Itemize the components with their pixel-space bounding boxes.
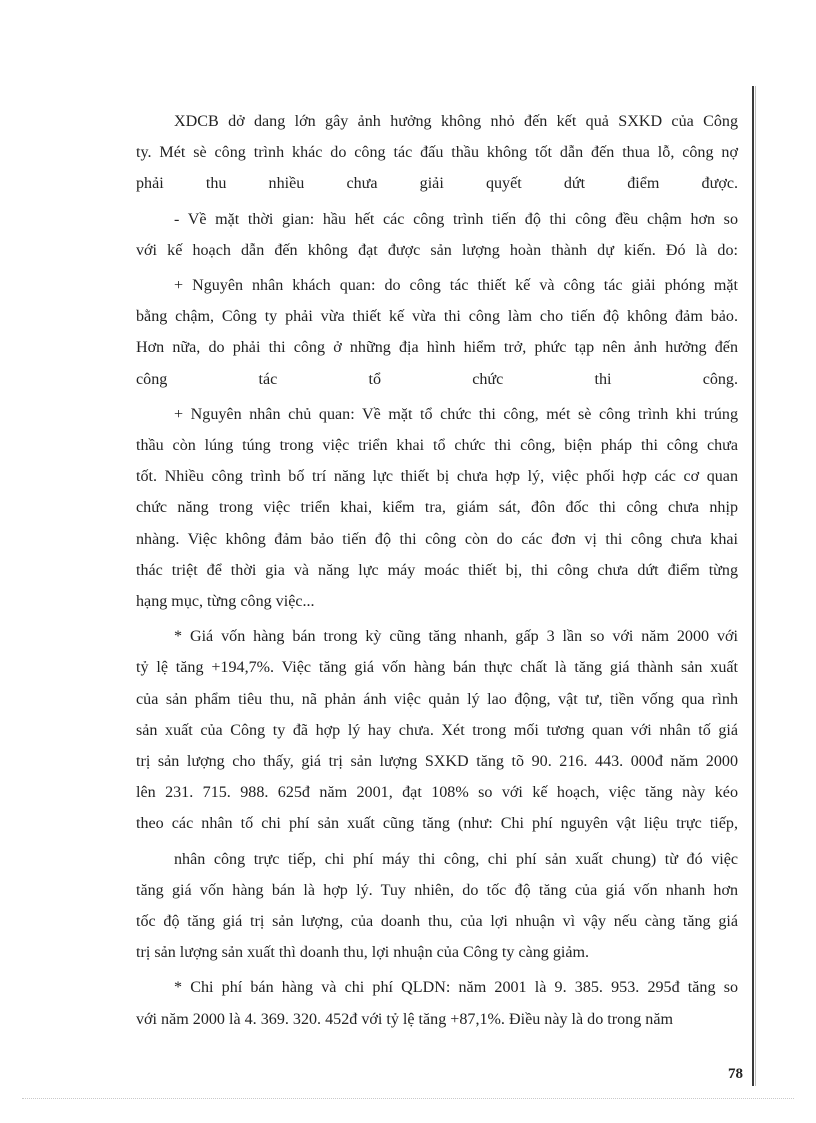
- text-line: bằng chậm, Công ty phải vừa thiết kế vừa thi công làm cho tiến độ không đảm bảo.: [136, 308, 738, 326]
- text-line: + Nguyên nhân chủ quan: Về mặt tổ chức thi công, mét sè công trình khi trúng: [174, 405, 738, 423]
- text-line: ty. Mét sè công trình khác do công tác đấu thầu không tốt dẫn đến thua lỗ, công nợ: [136, 144, 738, 162]
- text-line: thác triệt để thời gia và năng lực máy moác thiết bị, thi công chưa dứt điểm từng: [136, 561, 738, 579]
- text-line: phải thu nhiều chưa giải quyết dứt điểm được.: [136, 175, 738, 193]
- text-line: với kế hoạch dẫn đến không đạt được sản lượng hoàn thành dự kiến. Đó là do:: [136, 241, 738, 259]
- text-line: tốt. Nhiều công trình bố trí năng lực thiết bị chưa hợp lý, việc phối hợp các cơ quan: [136, 468, 738, 486]
- page-number: 78: [728, 1066, 743, 1082]
- paragraph: [136, 270, 738, 395]
- text-line: * Chi phí bán hàng và chi phí QLDN: năm 2001 là 9. 385. 953. 295đ tăng so: [174, 979, 738, 997]
- text-line: với năm 2000 là 4. 369. 320. 452đ với tỷ lệ tăng +87,1%. Điều này là do trong năm: [136, 1010, 673, 1028]
- paragraph: [136, 399, 738, 617]
- paragraph: [136, 621, 738, 839]
- text-line: chức năng trong việc triển khai, kiểm tra, giám sát, đôn đốc thi công chưa nhịp: [136, 499, 738, 517]
- page-footer-divider: [22, 1098, 794, 1099]
- text-line: theo các nhân tố chi phí sản xuất cũng tăng (như: Chi phí nguyên vật liệu trực tiếp,: [136, 815, 738, 833]
- paragraph: [136, 972, 738, 1034]
- text-line: công tác tổ chức thi công.: [136, 370, 738, 388]
- text-line: lên 231. 715. 988. 625đ năm 2001, đạt 108% so với kế hoạch, việc tăng này kéo: [136, 784, 738, 802]
- text-line: tăng giá vốn hàng bán là hợp lý. Tuy nhiên, do tốc độ tăng của giá vốn nhanh hơn: [136, 881, 738, 899]
- page-border-shadow: [755, 86, 756, 1086]
- text-line: trị sản lượng cho thấy, giá trị sản lượng SXKD tăng tõ 90. 216. 443. 000đ năm 2000: [136, 753, 738, 771]
- paragraph: [136, 204, 738, 266]
- paragraph: [136, 106, 738, 200]
- text-line: hạng mục, từng công việc...: [136, 593, 315, 611]
- page-border-right: [752, 86, 754, 1086]
- text-line: của sản phẩm tiêu thu, nã phản ánh việc quản lý lao động, vật tư, tiền vống qua rình: [136, 690, 738, 708]
- text-line: tốc độ tăng giá trị sản lượng, của doanh thu, của lợi nhuận vì vậy nếu càng tăng giá: [136, 913, 738, 931]
- text-line: + Nguyên nhân khách quan: do công tác thiết kế và công tác giải phóng mặt: [174, 277, 738, 295]
- text-line: tỷ lệ tăng +194,7%. Việc tăng giá vốn hàng bán thực chất là tăng giá thành sản xuất: [136, 659, 738, 677]
- paragraph: [136, 844, 738, 969]
- text-line: nhàng. Việc không đảm bảo tiến độ thi công còn do các đơn vị thi công chưa khai: [136, 530, 738, 548]
- text-line: trị sản lượng sản xuất thì doanh thu, lợi nhuận của Công ty càng giảm.: [136, 944, 590, 962]
- text-line: nhân công trực tiếp, chi phí máy thi công, chi phí sản xuất chung) từ đó việc: [174, 850, 738, 868]
- text-line: XDCB dở dang lớn gây ảnh hưởng không nhỏ đến kết quả SXKD của Công: [174, 113, 738, 130]
- text-line: * Giá vốn hàng bán trong kỳ cũng tăng nhanh, gấp 3 lần so với năm 2000 với: [174, 628, 738, 646]
- text-line: thầu còn lúng túng trong việc triển khai tổ chức thi công, biện pháp thi công chưa: [136, 437, 738, 455]
- text-line: Hơn nữa, do phải thi công ở những địa hình hiểm trở, phức tạp nên ảnh hưởng đến: [136, 339, 738, 357]
- text-line: sản xuất của Công ty đã hợp lý hay chưa. Xét trong mối tương quan với nhân tố giá: [136, 721, 738, 739]
- text-line: - Về mặt thời gian: hầu hết các công trình tiến độ thi công đều chậm hơn so: [174, 210, 738, 228]
- body-text: [136, 106, 738, 1035]
